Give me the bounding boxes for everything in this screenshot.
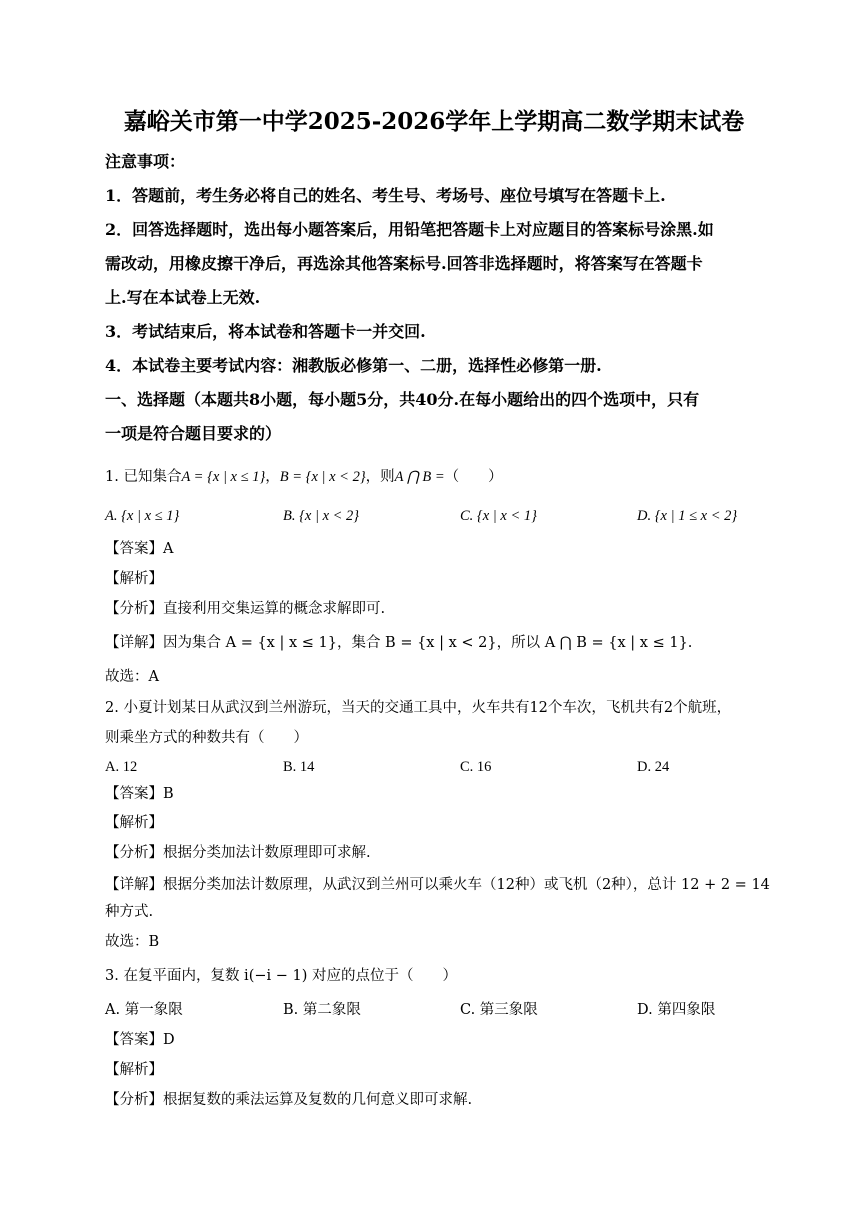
q2-option-d: D. 24 [637, 759, 670, 775]
section-heading-line-2: 一项是符合题目要求的） [105, 424, 282, 443]
q1-option-d: D. {x | 1 ≤ x < 2} [637, 508, 738, 524]
q1-stem-mid: ，则 [365, 469, 395, 485]
notice-item-3: 3．考试结束后，将本试卷和答题卡一并交回. [105, 322, 426, 341]
q3-option-c: C. 第三象限 [460, 1002, 538, 1018]
q1-detail: 【详解】因为集合 A = {x | x ≤ 1}，集合 B = {x | x < 2}，所以 A ⋂ B = {x | x ≤ 1}. [105, 635, 693, 651]
q2-choice: 故选：B [105, 934, 160, 950]
q2-option-b: B. 14 [283, 759, 315, 775]
q2-detail-line-1: 【详解】根据分类加法计数原理，从武汉到兰州可以乘火车（12种）或飞机（2种），总计 12 + 2 = 14 [105, 877, 770, 893]
q2-option-a: A. 12 [105, 759, 138, 775]
question-2-stem-line-1: 2. 小夏计划某日从武汉到兰州游玩，当天的交通工具中，火车共有12个车次，飞机共有2个航班， [105, 700, 732, 716]
exam-title: 嘉峪关市第一中学2025-2026学年上学期高二数学期末试卷 [123, 108, 745, 135]
q1-stem-start: 1. 已知集合 [105, 469, 182, 485]
q2-analysis-label: 【解析】 [105, 815, 163, 831]
q1-set-b: B = {x | x < 2} [279, 469, 366, 485]
q3-option-a: A. 第一象限 [105, 1002, 183, 1018]
q1-set-a: A = {x | x ≤ 1} [181, 469, 266, 485]
q3-option-b: B. 第二象限 [283, 1002, 361, 1018]
notice-item-2-line-3: 上.写在本试卷上无效. [105, 288, 261, 307]
q1-choice: 故选：A [105, 669, 159, 685]
question-2-stem-line-2: 则乘坐方式的种数共有（ ） [105, 730, 308, 746]
q1-option-c: C. {x | x < 1} [460, 508, 537, 524]
q3-answer: 【答案】D [105, 1032, 175, 1048]
q1-option-a: A. {x | x ≤ 1} [105, 508, 180, 524]
section-heading-line-1: 一、选择题（本题共8小题，每小题5分，共40分.在每小题给出的四个选项中，只有 [105, 390, 700, 409]
q2-fenxi: 【分析】根据分类加法计数原理即可求解. [105, 845, 371, 861]
question-3-stem: 3. 在复平面内，复数 i(−i − 1) 对应的点位于（ ） [105, 968, 457, 984]
notice-heading: 注意事项： [105, 152, 186, 171]
q1-expression: A ⋂ B = [394, 469, 445, 485]
notice-item-4: 4．本试卷主要考试内容：湘教版必修第一、二册，选择性必修第一册. [105, 356, 602, 375]
q3-option-d: D. 第四象限 [637, 1002, 716, 1018]
q1-answer: 【答案】A [105, 541, 174, 557]
q2-detail-line-2: 种方式. [105, 904, 154, 920]
question-1-stem [105, 466, 503, 488]
q2-option-c: C. 16 [460, 759, 492, 775]
notice-item-2-line-2: 需改动，用橡皮擦干净后，再选涂其他答案标号.回答非选择题时，将答案写在答题卡 [105, 254, 703, 273]
q1-fenxi: 【分析】直接利用交集运算的概念求解即可. [105, 601, 386, 617]
q1-option-b: B. {x | x < 2} [283, 508, 360, 524]
q1-comma: ， [265, 469, 280, 485]
notice-item-2-line-1: 2．回答选择题时，选出每小题答案后，用铅笔把答题卡上对应题目的答案标号涂黑.如 [105, 220, 714, 239]
notice-item-1: 1．答题前，考生务必将自己的姓名、考生号、考场号、座位号填写在答题卡上. [105, 186, 666, 205]
q1-paren: （ ） [444, 469, 503, 485]
q3-analysis-label: 【解析】 [105, 1062, 163, 1078]
q3-fenxi: 【分析】根据复数的乘法运算及复数的几何意义即可求解. [105, 1092, 473, 1108]
q1-analysis-label: 【解析】 [105, 571, 163, 587]
q2-answer: 【答案】B [105, 786, 174, 802]
